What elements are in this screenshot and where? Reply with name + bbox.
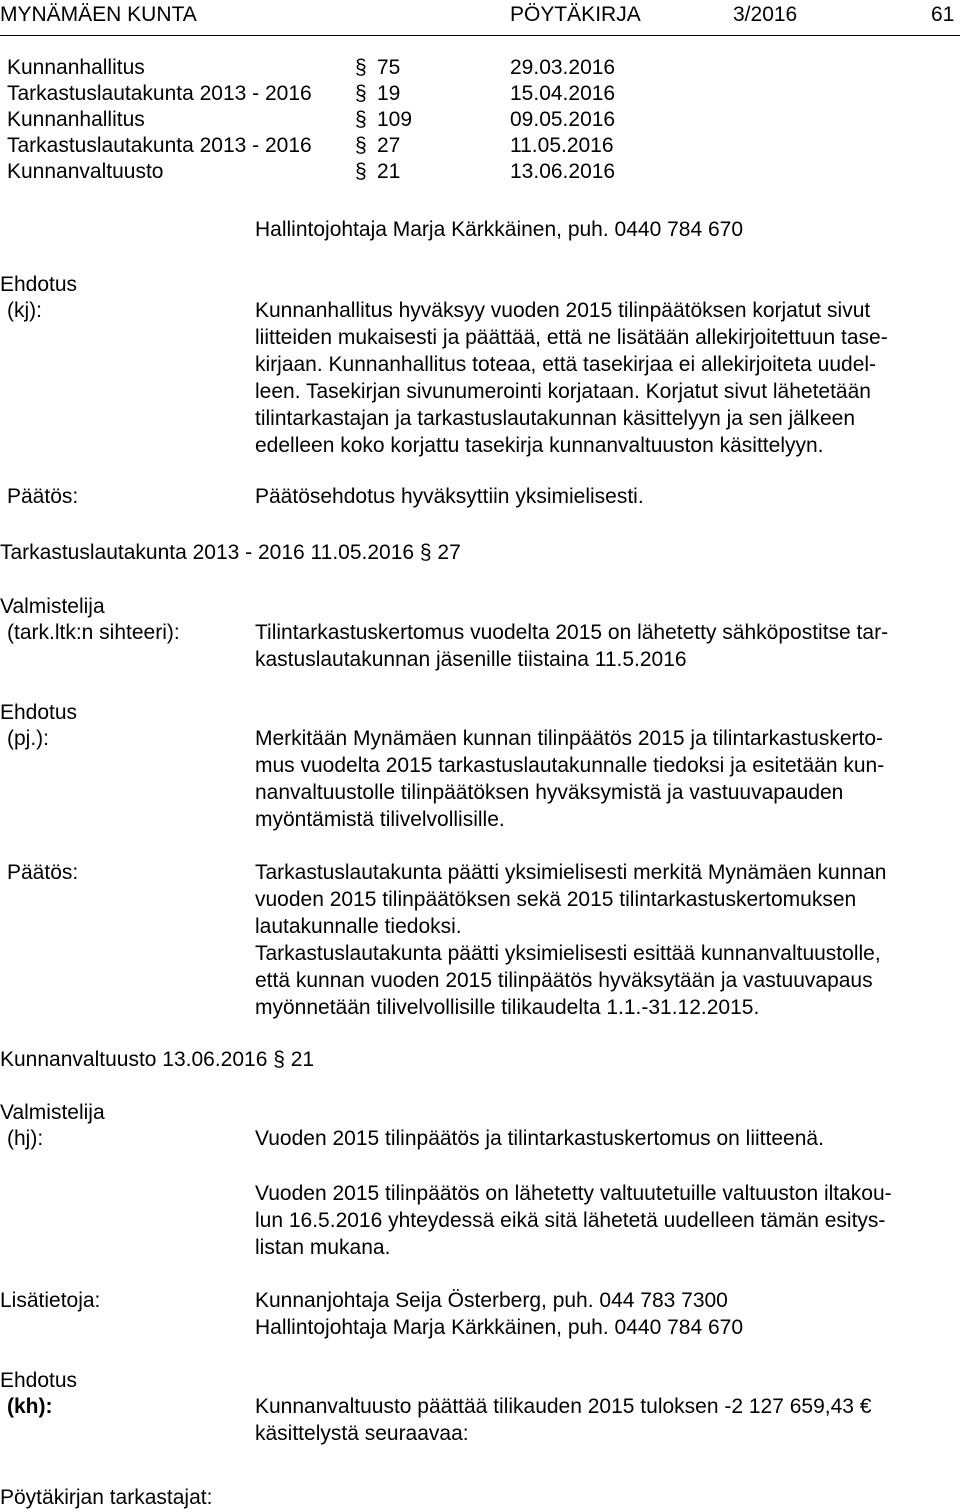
preparer-label: Valmistelija [0,1101,105,1124]
proposal-label: Ehdotus [0,1369,78,1392]
section-sign: § [355,56,367,79]
preparer-role-label: (hj): [7,1127,44,1150]
text-line: lautakunnalle tiedoksi. [255,915,462,938]
history-body: Kunnanhallitus [7,56,145,79]
decision-label: Päätös: [7,861,79,884]
text-line: kirjaan. Kunnanhallitus toteaa, että tasekirjaa ei allekirjoiteta uudel- [255,353,877,376]
text-line: vuoden 2015 tilinpäätöksen sekä 2015 tilintarkastuskertomuksen [255,888,857,911]
preparer-contact: Hallintojohtaja Marja Kärkkäinen, puh. 0440 784 670 [255,218,743,241]
section-sign: § [355,108,367,131]
text-line: Vuoden 2015 tilinpäätös on lähetetty valtuutetuille valtuuston iltakou- [255,1182,892,1205]
history-date: 15.04.2016 [510,82,616,105]
text-line: Kunnanhallitus hyväksyy vuoden 2015 tilinpäätöksen korjatut sivut [255,299,871,322]
history-number: 27 [377,134,401,157]
text-line: Tarkastuslautakunta päätti yksimielisesti merkitä Mynämäen kunnan [255,861,887,884]
proposal-label: Ehdotus [0,273,78,296]
kv-heading: Kunnanvaltuusto 13.06.2016 § 21 [0,1048,315,1071]
document-type: PÖYTÄKIRJA [510,3,641,26]
kh-proposal-text [255,297,955,459]
text-line: myönnetään tilivelvollisille tilikaudelta 1.1.-31.12.2015. [255,996,760,1019]
header-rule [0,35,960,36]
text-line: Tarkastuslautakunta päätti yksimielisesti esittää kunnanvaltuustolle, [255,942,881,965]
tltk-proposal-text [255,725,955,833]
text-line: myöntämistä tilivelvollisille. [255,808,505,831]
kh-decision-text: Päätösehdotus hyväksyttiin yksimielisesti. [255,485,644,508]
history-body: Tarkastuslautakunta 2013 - 2016 [7,134,312,157]
kv-contacts [255,1287,955,1341]
checkers-label: Pöytäkirjan tarkastajat: [0,1486,213,1509]
preparer-label: Valmistelija [0,595,105,618]
text-line: käsittelystä seuraavaa: [255,1422,469,1445]
text-line: leen. Tasekirjan sivunumerointi korjataan. Korjatut sivut lähetetään [255,380,871,403]
history-date: 09.05.2016 [510,108,616,131]
page-number: 61 [931,3,955,26]
history-body: Tarkastuslautakunta 2013 - 2016 [7,82,312,105]
proposal-role-label: (kj): [7,299,42,322]
proposal-label: Ehdotus [0,701,78,724]
tltk-decision-text [255,859,955,1021]
decision-label: Päätös: [7,485,79,508]
text-line: että kunnan vuoden 2015 tilinpäätös hyväksytään ja vastuuvapaus [255,969,873,992]
text-line: Merkitään Mynämäen kunnan tilinpäätös 2015 ja tilintarkastuskerto- [255,727,884,750]
text-line: mus vuodelta 2015 tarkastuslautakunnalle tiedoksi ja esitetään kun- [255,754,885,777]
history-body: Kunnanvaltuusto [7,160,164,183]
tltk-preparation-text [255,619,955,673]
kv-preparation-text-2 [255,1180,955,1261]
text-line: Kunnanvaltuusto päättää tilikauden 2015 tuloksen -2 127 659,43 € [255,1395,872,1418]
history-body: Kunnanhallitus [7,108,145,131]
text-line: Tilintarkastuskertomus vuodelta 2015 on lähetetty sähköpostitse tar- [255,621,889,644]
text-line: listan mukana. [255,1236,391,1259]
proposal-role-label: (pj.): [7,727,49,750]
text-line: lun 16.5.2016 yhteydessä eikä sitä lähetetä uudelleen tämän esitys- [255,1209,886,1232]
history-number: 21 [377,160,401,183]
contact-line: Kunnanjohtaja Seija Österberg, puh. 044 783 7300 [255,1289,728,1312]
history-number: 109 [377,108,413,131]
history-date: 13.06.2016 [510,160,616,183]
section-sign: § [355,134,367,157]
history-number: 19 [377,82,401,105]
text-line: nanvaltuustolle tilinpäätöksen hyväksymistä ja vastuuvapauden [255,781,844,804]
municipality-name: MYNÄMÄEN KUNTA [0,3,197,26]
text-line: edelleen koko korjattu tasekirja kunnanvaltuuston käsittelyyn. [255,434,824,457]
tltk-heading: Tarkastuslautakunta 2013 - 2016 11.05.2016 § 27 [0,541,461,564]
history-number: 75 [377,56,401,79]
proposal-role-label: (kh): [7,1395,53,1418]
section-sign: § [355,82,367,105]
kv-proposal-text [255,1393,955,1447]
text-line: tilintarkastajan ja tarkastuslautakunnan käsittelyyn ja sen jälkeen [255,407,856,430]
section-sign: § [355,160,367,183]
history-date: 11.05.2016 [510,134,614,157]
history-date: 29.03.2016 [510,56,616,79]
kv-preparation-text: Vuoden 2015 tilinpäätös ja tilintarkastuskertomus on liitteenä. [255,1127,824,1150]
contact-line: Hallintojohtaja Marja Kärkkäinen, puh. 0440 784 670 [255,1316,743,1339]
info-label: Lisätietoja: [0,1289,101,1312]
text-line: liitteiden mukaisesti ja päättää, että ne lisätään allekirjoitettuun tase- [255,326,888,349]
preparer-role-label: (tark.ltk:n sihteeri): [7,621,180,644]
issue-number: 3/2016 [733,3,798,26]
text-line: kastuslautakunnan jäsenille tiistaina 11.5.2016 [255,648,687,671]
